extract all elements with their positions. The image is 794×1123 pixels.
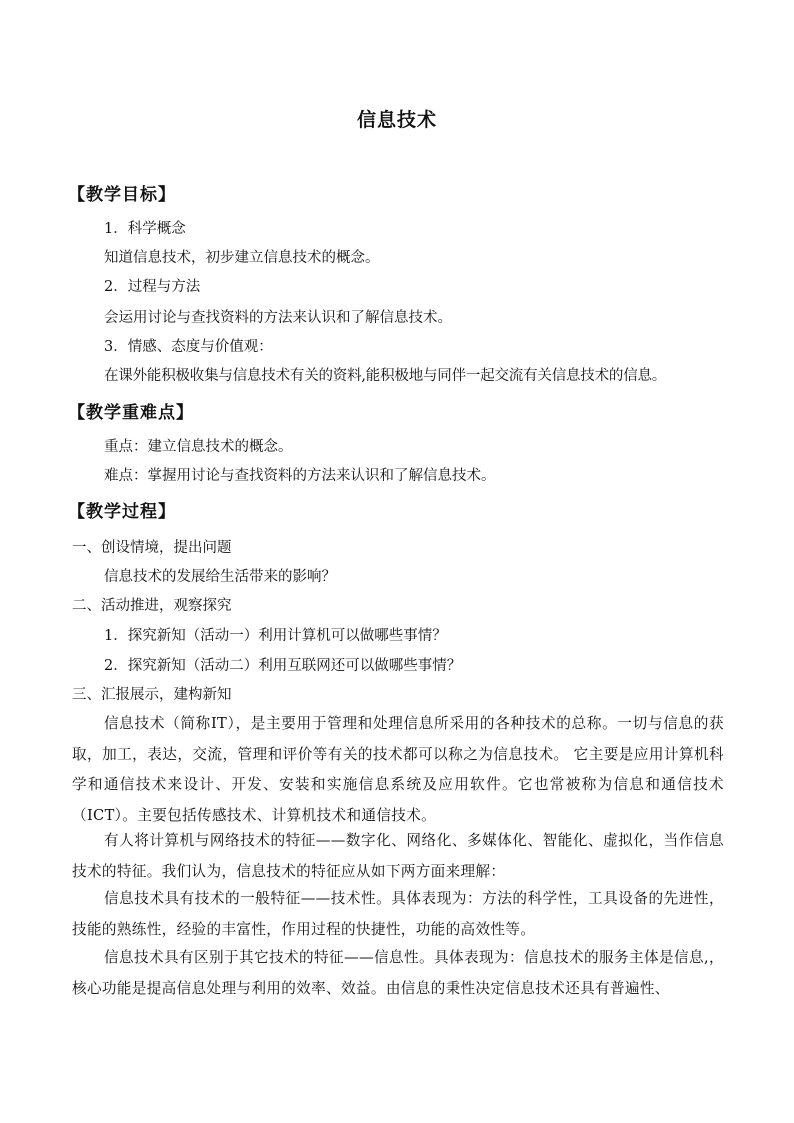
process-line: 三、汇报展示，建构新知 [72, 687, 232, 703]
goal-line: 在课外能积极收集与信息技术有关的资料,能积极地与同伴一起交流有关信息技术的信息。 [104, 368, 667, 384]
goal-line: 会运用讨论与查找资料的方法来认识和了解信息技术。 [104, 310, 452, 326]
process-line: 一、创设情境，提出问题 [72, 540, 232, 556]
goal-line: 2．过程与方法 [104, 279, 201, 295]
body-paragraph: 信息技术具有技术的一般特征——技术性。具体表现为：方法的科学性，工具设备的先进性，技能的熟练性，经验的丰富性，作用过程的快捷性，功能的高效性等。 [72, 890, 724, 938]
body-paragraph: 信息技术具有区别于其它技术的特征——信息性。具体表现为：信息技术的服务主体是信息,，核心功能是提高信息处理与利用的效率、效益。由信息的秉性决定信息技术还具有普遍性、 [72, 949, 724, 997]
process-line: 1．探究新知（活动一）利用计算机可以做哪些事情？ [104, 628, 447, 644]
section-heading-process: 【教学过程】 [68, 502, 176, 522]
process-line: 信息技术的发展给生活带来的影响？ [104, 569, 336, 585]
body-paragraph: 信息技术（简称IT），是主要用于管理和处理信息所采用的各种技术的总称。一切与信息的获取，加工，表达，交流，管理和评价等有关的技术都可以称之为信息技术。 它主要是应用计算机科学和通信技术来设计、开发、安装和实施信息系统及应用软件。它也常被称为信息和通信技术（ICT）。主要包括传感技术、计算机技术和通信技术。 [72, 715, 724, 824]
goal-line: 知道信息技术，初步建立信息技术的概念。 [104, 250, 380, 266]
goal-line: 3．情感、态度与价值观： [104, 339, 273, 355]
goal-line: 1．科学概念 [104, 221, 186, 237]
key-point-line: 重点：建立信息技术的概念。 [104, 439, 293, 455]
process-line: 二、活动推进，观察探究 [72, 598, 232, 614]
document-title: 信息技术 [356, 109, 437, 131]
body-paragraph: 有人将计算机与网络技术的特征——数字化、网络化、多媒体化、智能化、虚拟化，当作信息技术的特征。我们认为，信息技术的特征应从如下两方面来理解： [72, 832, 724, 880]
section-heading-goals: 【教学目标】 [68, 185, 176, 205]
section-heading-key-points: 【教学重难点】 [68, 403, 194, 423]
process-line: 2．探究新知（活动二）利用互联网还可以做哪些事情？ [104, 658, 462, 674]
key-point-line: 难点：掌握用讨论与查找资料的方法来认识和了解信息技术。 [104, 468, 496, 484]
